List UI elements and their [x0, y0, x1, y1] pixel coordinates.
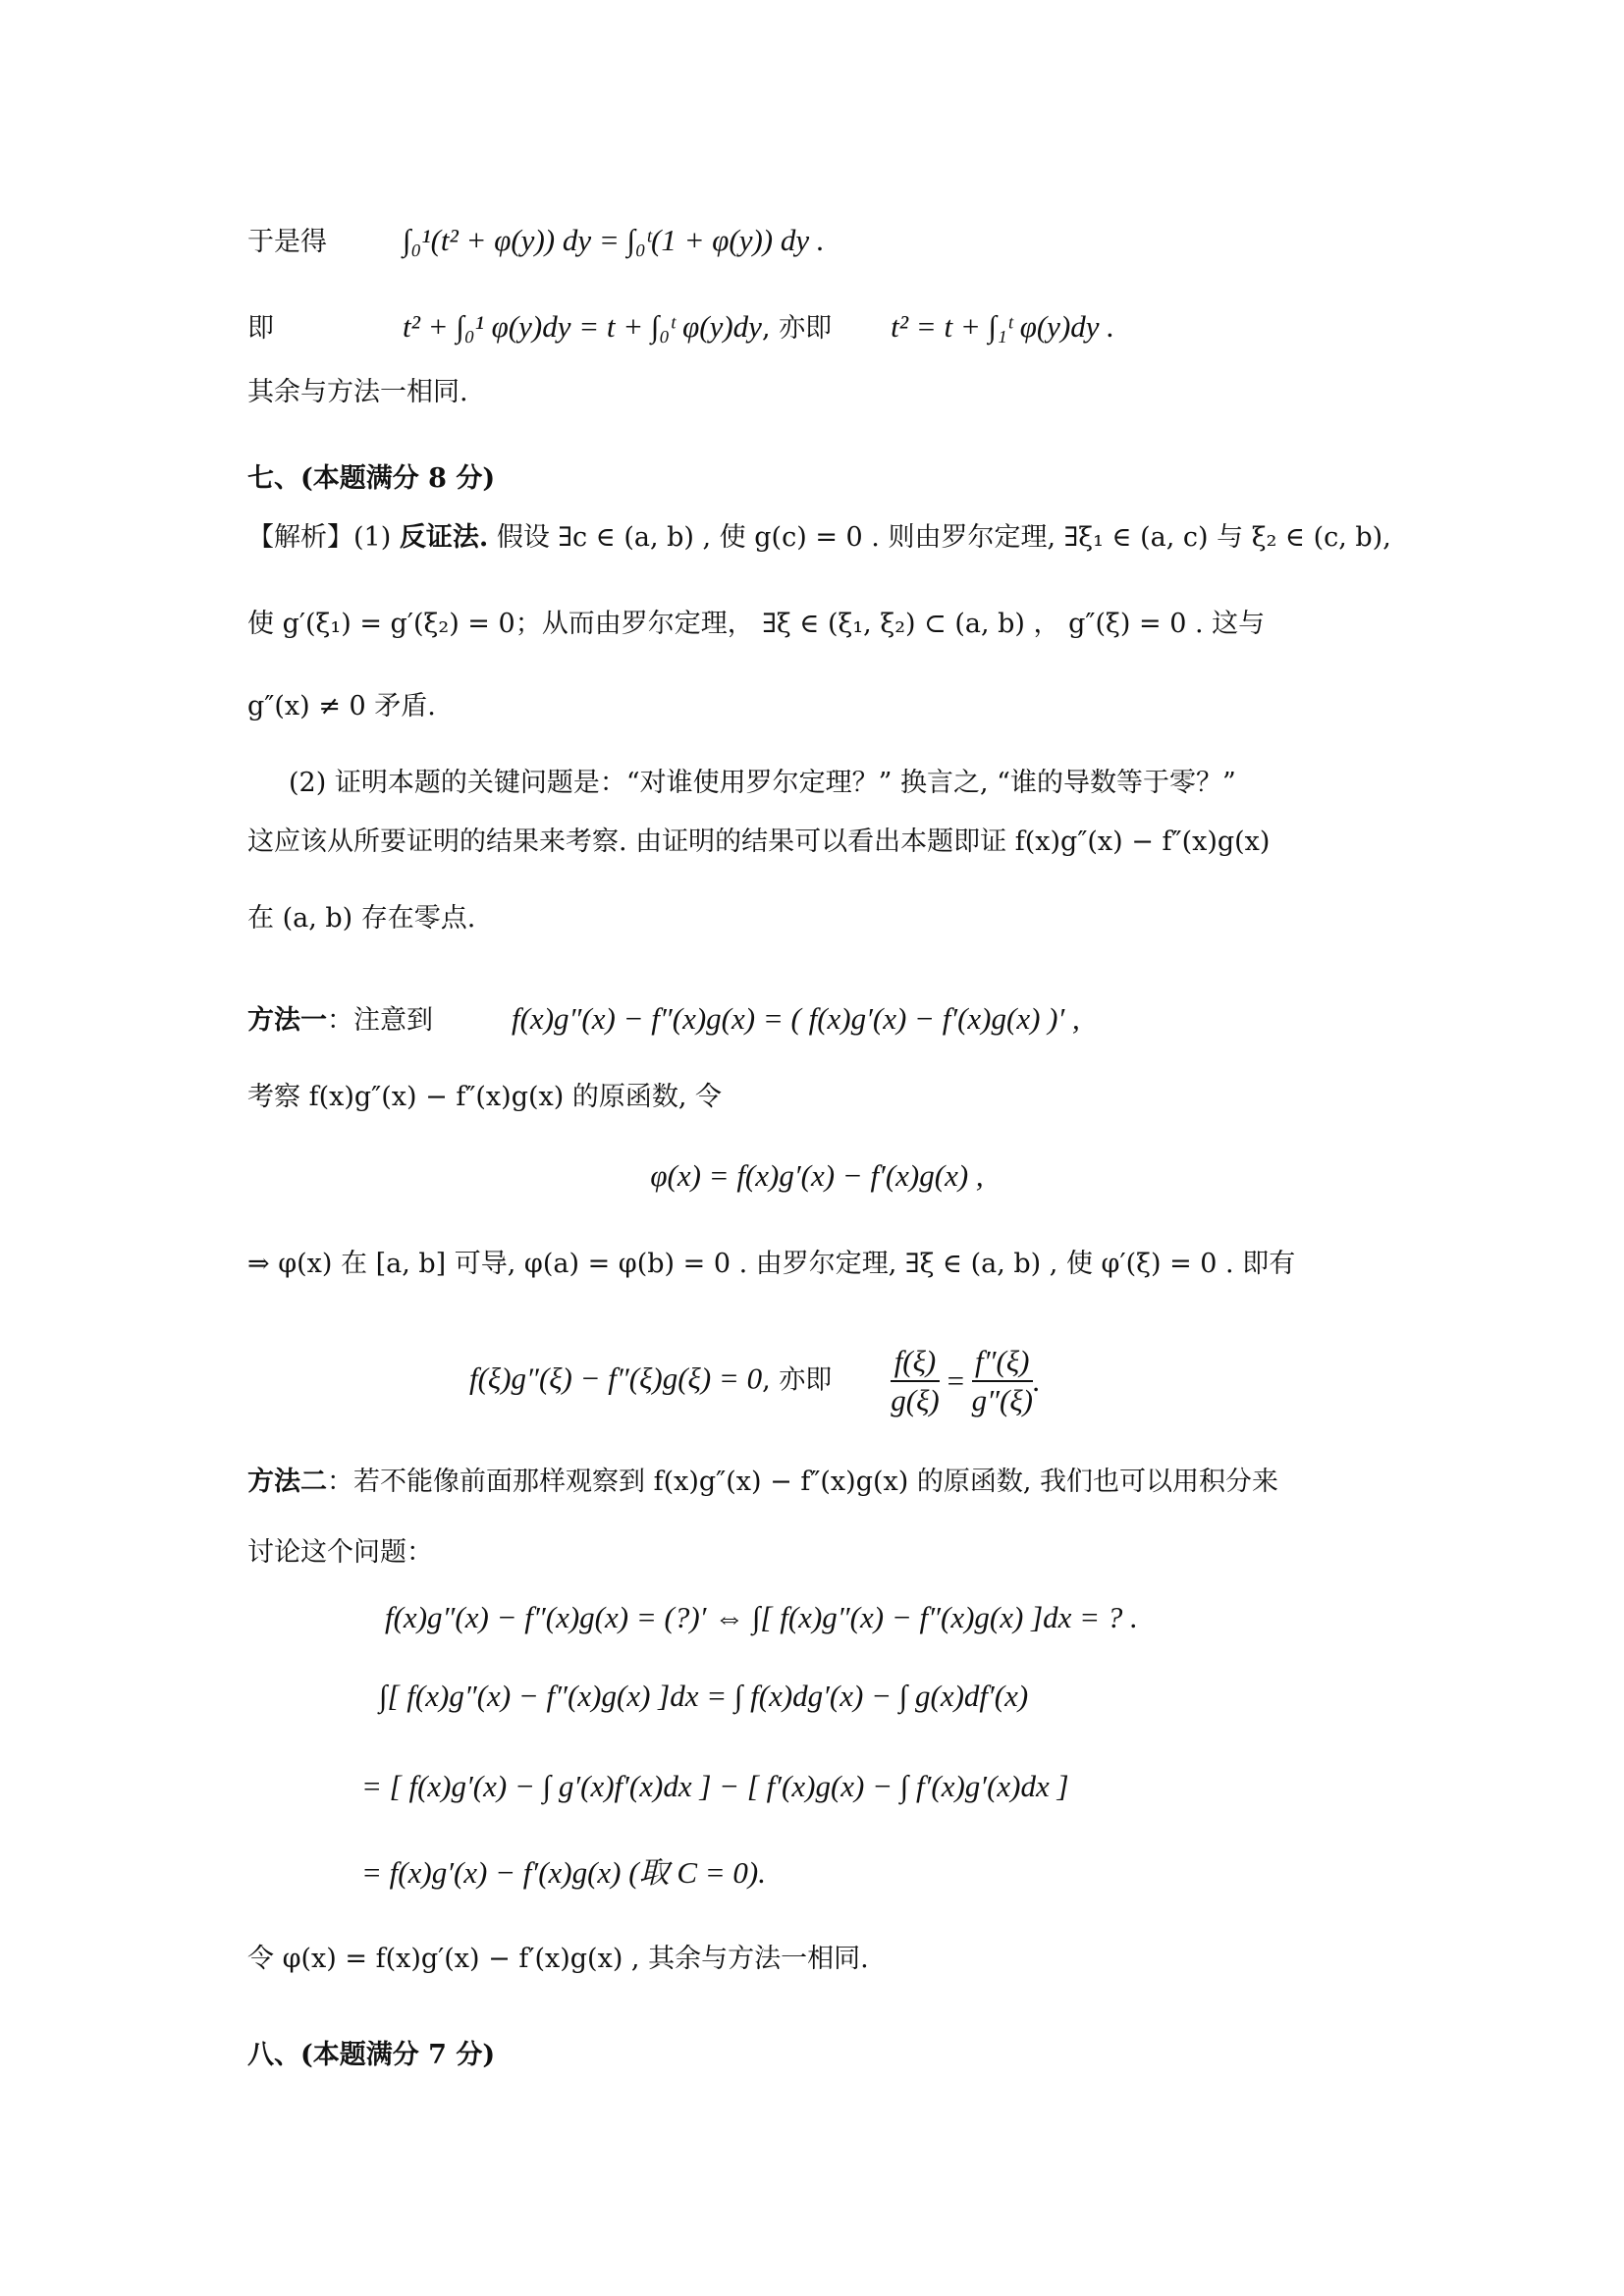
integral-equation: ∫₀¹(t² + φ(y)) dy = ∫₀ᵗ(1 + φ(y)) dy . — [403, 223, 825, 257]
text-line: 在 (a, b) 存在零点. — [247, 903, 476, 934]
line-label: 即 — [247, 313, 274, 344]
text-line: g″(x) ≠ 0 矛盾. — [247, 691, 436, 721]
analysis-line — [247, 518, 1391, 558]
section-heading-8: 八、(本题满分 7 分) — [247, 2040, 496, 2070]
equivalence-equation: f(x)g″(x) − f″(x)g(x) = (?)′ ⇔ ∫[ f(x)g″(x) − f″(x)g(x) ]dx = ? . — [385, 1600, 1138, 1634]
analysis-label: 【解析】(1) — [247, 522, 400, 553]
numerator: f(ξ) — [893, 1344, 937, 1378]
connector-text: , 亦即 — [761, 313, 833, 344]
text-line: 这应该从所要证明的结果来考察. 由证明的结果可以看出本题即证 f(x)g″(x) − f″(x)g(x) — [247, 827, 1271, 857]
connector-text: , 亦即 — [762, 1364, 833, 1396]
result-equation: f(ξ)g″(ξ) − f″(ξ)g(ξ) = 0, 亦即 $\frac{f(\xi)}{g(\xi)}$ = $\frac{f''(\xi)}{g''(\xi)}$ . — [469, 1344, 1041, 1417]
integral-equation-2: t² = t + ∫₁ᵗ φ(y)dy . — [891, 309, 1115, 344]
text-line: 其余与方法一相同. — [247, 377, 468, 407]
equation-line-1 — [247, 221, 1386, 262]
method-one-line — [247, 999, 1386, 1041]
integral-equation: t² + ∫₀¹ φ(y)dy = t + ∫₀ᵗ φ(y)dy — [403, 309, 762, 344]
denominator: g(ξ) — [891, 1380, 939, 1419]
section-heading-7: 七、(本题满分 8 分) — [247, 463, 496, 494]
integration-equation: ∫[ f(x)g″(x) − f″(x)g(x) ]dx = ∫ f(x)dg′(x) − ∫ g(x)df′(x) — [379, 1679, 1029, 1713]
text-run: ：注意到 — [327, 1005, 433, 1036]
text-line: ⇒ φ(x) 在 [a, b] 可导, φ(a) = φ(b) = 0 . 由罗尔定理, ∃ξ ∈ (a, b) , 使 φ′(ξ) = 0 . 即有 — [247, 1249, 1296, 1279]
text-run: ：若不能像前面那样观察到 f(x)g″(x) − f″(x)g(x) 的原函数, 我们也可以用积分来 — [327, 1467, 1279, 1497]
numerator: f″(ξ) — [975, 1344, 1030, 1378]
fraction-left — [891, 1343, 939, 1419]
derivative-equation: f(x)g″(x) − f″(x)g(x) = ( f(x)g′(x) − f′(x)g(x) )′ , — [512, 1001, 1080, 1036]
text-line: 讨论这个问题： — [247, 1537, 433, 1568]
text-line: 使 g′(ξ₁) = g′(ξ₂) = 0；从而由罗尔定理， ∃ξ ∈ (ξ₁, ξ₂) ⊂ (a, b) ， g″(ξ) = 0 . 这与 — [247, 609, 1266, 639]
method-name: 反证法. — [399, 522, 489, 553]
equation-part: f(ξ)g″(ξ) − f″(ξ)g(ξ) = 0 — [469, 1361, 763, 1396]
integration-result: = f(x)g′(x) − f′(x)g(x) (取 C = 0). — [361, 1855, 766, 1890]
text-line: 令 φ(x) = f(x)g′(x) − f′(x)g(x) , 其余与方法一相同. — [247, 1944, 869, 1974]
text-line: (2) 证明本题的关键问题是：“对谁使用罗尔定理？” 换言之, “谁的导数等于零？” — [289, 768, 1236, 798]
method-label: 方法一 — [247, 1005, 327, 1036]
definition-equation: φ(x) = f(x)g′(x) − f′(x)g(x) , — [650, 1158, 984, 1193]
text-run: 假设 ∃c ∈ (a, b) , 使 g(c) = 0 . 则由罗尔定理, ∃ξ₁ ∈ (a, c) 与 ξ₂ ∈ (c, b), — [488, 522, 1391, 553]
text-line: 考察 f(x)g″(x) − f″(x)g(x) 的原函数, 令 — [247, 1082, 723, 1112]
integration-by-parts: = [ f(x)g′(x) − ∫ g′(x)f′(x)dx ] − [ f′(x)g(x) − ∫ f′(x)g′(x)dx ] — [361, 1769, 1069, 1803]
method-label: 方法二 — [247, 1467, 327, 1497]
method-two-line — [247, 1463, 1386, 1502]
denominator: g″(ξ) — [972, 1380, 1033, 1419]
equation-line-2 — [247, 307, 1386, 348]
fraction-right — [972, 1343, 1033, 1419]
line-label: 于是得 — [247, 227, 327, 257]
